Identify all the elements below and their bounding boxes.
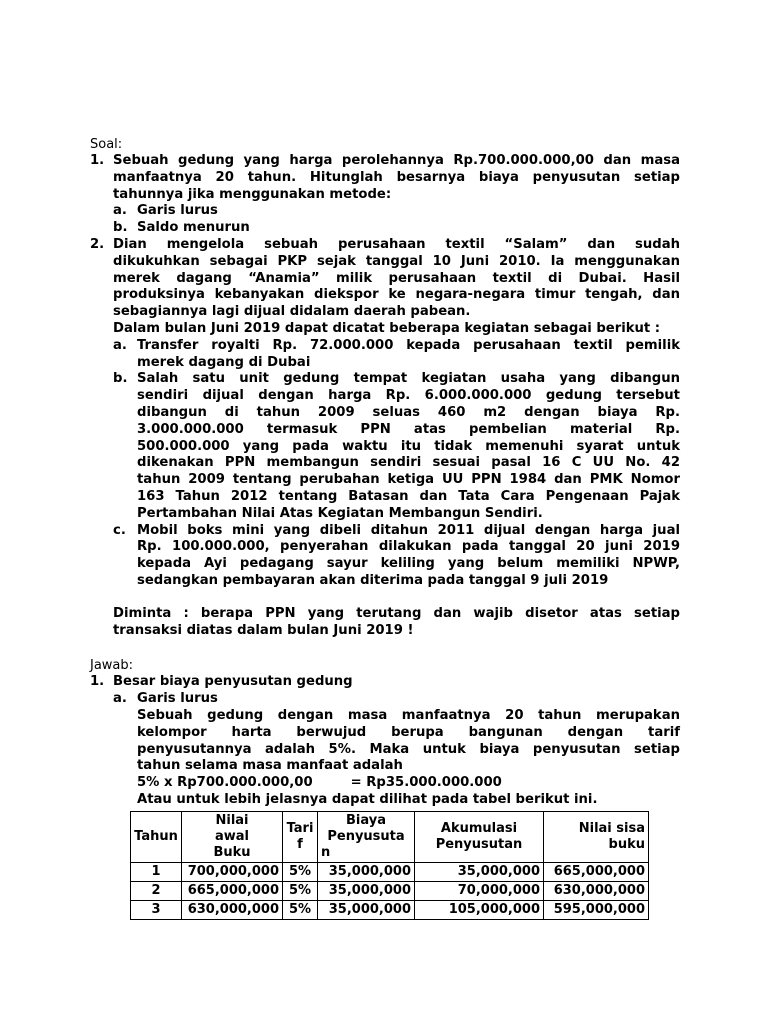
item-line: Mobil boks mini yang dibeli ditahun 2011 dijual dengan harga jual bbox=[137, 522, 680, 538]
item-line: sendiri dijual dengan harga Rp. 6.000.000.000 gedung tersebut bbox=[137, 388, 680, 404]
diminta-line: transaksi diatas dalam bulan Juni 2019 ! bbox=[113, 622, 414, 638]
question-1-option-b bbox=[90, 220, 680, 237]
cell-nilai-awal: 630,000,000 bbox=[182, 900, 283, 919]
question-2-item-b bbox=[90, 371, 680, 522]
formula-left: 5% x Rp700.000.000,00 bbox=[137, 775, 313, 791]
question-1-line: tahunnya jika menggunakan metode: bbox=[113, 186, 392, 202]
question-2-item-c bbox=[90, 523, 680, 590]
option-text: Garis lurus bbox=[137, 203, 218, 219]
item-line: dikenakan PPN membangun sendiri sesuai pasal 16 C UU No. 42 bbox=[137, 455, 680, 471]
soal-heading: Soal: bbox=[90, 137, 123, 152]
header-tarif: Tari f bbox=[283, 811, 318, 862]
formula-right: = Rp35.000.000.000 bbox=[350, 775, 502, 791]
jawab-heading: Jawab: bbox=[90, 658, 134, 674]
header-nilai-sisa-buku: Nilai sisa buku bbox=[544, 811, 649, 862]
answer-line: tahun selama masa manfaat adalah bbox=[137, 758, 403, 774]
item-line: dibangun di tahun 2009 seluas 460 m2 dengan biaya Rp. bbox=[137, 404, 680, 420]
depreciation-table bbox=[130, 811, 649, 920]
table-row bbox=[131, 881, 649, 900]
question-2-line: Dian mengelola sebuah perusahaan textil “Salam” dan sudah bbox=[113, 236, 680, 252]
cell-tarif: 5% bbox=[283, 862, 318, 881]
option-number: b. bbox=[113, 220, 128, 236]
question-1-option-a bbox=[90, 203, 680, 220]
question-2-item-a bbox=[90, 338, 680, 372]
question-2-line: sebagiannya lagi dijual didalam daerah pabean. bbox=[113, 304, 471, 320]
question-2-number: 2. bbox=[90, 236, 105, 252]
item-line: Salah satu unit gedung tempat kegiatan usaha yang dibangun bbox=[137, 371, 680, 387]
question-2-line: dikukuhkan sebagai PKP sejak tanggal 10 Juni 2010. Ia menggunakan bbox=[113, 253, 680, 269]
answer-paragraph bbox=[90, 708, 680, 775]
item-line: tahun 2009 tentang perubahan ketiga UU PPN 1984 dan PMK Nomor bbox=[137, 472, 680, 488]
cell-nilai-awal: 665,000,000 bbox=[182, 881, 283, 900]
cell-akumulasi: 105,000,000 bbox=[415, 900, 544, 919]
cell-tarif: 5% bbox=[283, 881, 318, 900]
cell-biaya: 35,000,000 bbox=[318, 881, 415, 900]
header-akumulasi-penyusutan: Akumulasi Penyusutan bbox=[415, 811, 544, 862]
cell-nilai-sisa: 665,000,000 bbox=[544, 862, 649, 881]
answer-line: Sebuah gedung dengan masa manfaatnya 20 tahun merupakan bbox=[137, 707, 680, 723]
cell-tarif: 5% bbox=[283, 900, 318, 919]
item-line: merek dagang di Dubai bbox=[137, 354, 311, 370]
cell-tahun: 3 bbox=[131, 900, 182, 919]
item-line: kepada Ayi pedagang sayur keliling yang belum memiliki NPWP, bbox=[137, 556, 680, 572]
item-line: Rp. 100.000.000, penyerahan dilakukan pada tanggal 20 juni 2019 bbox=[137, 539, 680, 555]
diminta-line: Diminta : berapa PPN yang terutang dan wajib disetor atas setiap bbox=[113, 605, 680, 621]
table-row bbox=[131, 900, 649, 919]
question-1 bbox=[90, 153, 680, 203]
question-1-line: manfaatnya 20 tahun. Hitunglah besarnya biaya penyusutan setiap bbox=[113, 169, 680, 185]
item-number: c. bbox=[113, 522, 126, 538]
answer-1 bbox=[90, 674, 680, 691]
answer-line: kelompor harta berwujud berupa bangunan dengan tarif bbox=[137, 724, 680, 740]
diminta-paragraph bbox=[90, 606, 680, 640]
answer-1-number: 1. bbox=[90, 674, 105, 690]
question-2 bbox=[90, 237, 680, 338]
cell-biaya: 35,000,000 bbox=[318, 900, 415, 919]
item-line: Pertambahan Nilai Atas Kegiatan Membangun Sendiri. bbox=[137, 505, 543, 521]
item-line: Transfer royalti Rp. 72.000.000 kepada perusahaan textil pemilik bbox=[137, 337, 680, 353]
header-tahun: Tahun bbox=[131, 811, 182, 862]
answer-1-sub-a bbox=[90, 691, 680, 708]
item-line: 163 Tahun 2012 tentang Batasan dan Tata Cara Pengenaan Pajak bbox=[137, 488, 680, 504]
item-number: b. bbox=[113, 371, 128, 387]
cell-nilai-sisa: 630,000,000 bbox=[544, 881, 649, 900]
table-row bbox=[131, 862, 649, 881]
item-line: 3.000.000.000 termasuk PPN atas pembelian material Rp. bbox=[137, 421, 680, 437]
item-number: a. bbox=[113, 337, 127, 353]
cell-nilai-awal: 700,000,000 bbox=[182, 862, 283, 881]
question-2-line: merek dagang “Anamia” milik perusahaan textil di Dubai. Hasil bbox=[113, 270, 680, 286]
table-header-row bbox=[131, 811, 649, 862]
item-line: sedangkan pembayaran akan diterima pada tanggal 9 juli 2019 bbox=[137, 572, 609, 588]
cell-nilai-sisa: 595,000,000 bbox=[544, 900, 649, 919]
cell-biaya: 35,000,000 bbox=[318, 862, 415, 881]
answer-1-title: Besar biaya penyusutan gedung bbox=[113, 674, 353, 690]
answer-line: penyusutannya adalah 5%. Maka untuk biaya penyusutan setiap bbox=[137, 741, 680, 757]
formula-line bbox=[90, 775, 680, 792]
option-number: a. bbox=[113, 203, 127, 219]
sub-number: a. bbox=[113, 691, 127, 707]
cell-akumulasi: 70,000,000 bbox=[415, 881, 544, 900]
question-2-line: Dalam bulan Juni 2019 dapat dicatat beberapa kegiatan sebagai berikut : bbox=[113, 320, 661, 336]
document-page bbox=[90, 136, 680, 920]
question-2-line: produksinya kebanyakan diekspor ke negara-negara timur tengah, dan bbox=[113, 287, 680, 303]
header-biaya-penyusutan: Biaya Penyusuta n bbox=[318, 811, 415, 862]
table-intro: Atau untuk lebih jelasnya dapat dilihat pada tabel berikut ini. bbox=[137, 791, 598, 807]
question-1-line: Sebuah gedung yang harga perolehannya Rp.700.000.000,00 dan masa bbox=[113, 153, 680, 168]
cell-tahun: 2 bbox=[131, 881, 182, 900]
item-line: 500.000.000 yang pada waktu itu tidak memenuhi syarat untuk bbox=[137, 438, 680, 454]
header-nilai-awal-buku: Nilai awal Buku bbox=[182, 811, 283, 862]
question-1-number: 1. bbox=[90, 153, 105, 168]
sub-title: Garis lurus bbox=[137, 691, 218, 707]
option-text: Saldo menurun bbox=[137, 220, 250, 236]
cell-tahun: 1 bbox=[131, 862, 182, 881]
cell-akumulasi: 35,000,000 bbox=[415, 862, 544, 881]
